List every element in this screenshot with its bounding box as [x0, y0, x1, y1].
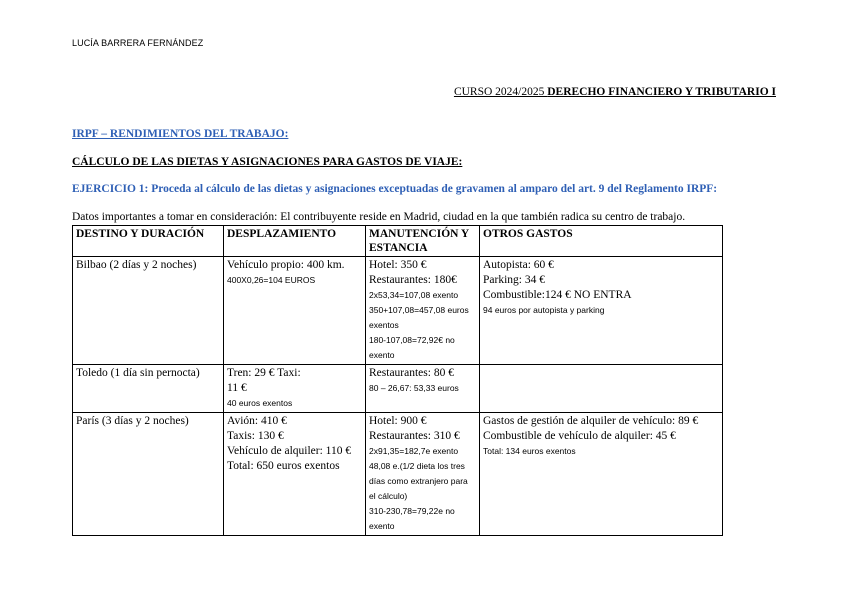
cell-desplazamiento: [224, 257, 366, 365]
course-header: [454, 86, 776, 98]
cell-manutencion-line: Restaurantes: 310 €: [369, 430, 460, 442]
cell-otros: [480, 365, 723, 413]
cell-desplazamiento-line: Vehículo propio: 400 km.: [227, 259, 345, 271]
cell-desplazamiento-note: 400X0,26=104 EUROS: [227, 275, 316, 285]
cell-desplazamiento-line: Tren: 29 € Taxi:: [227, 367, 301, 379]
table-row: [73, 413, 723, 536]
cell-otros-line: Autopista: 60 €: [483, 259, 554, 271]
cell-desplazamiento-line: Avión: 410 €: [227, 415, 287, 427]
cell-manutencion: [366, 413, 480, 536]
cell-desplazamiento-note: 40 euros exentos: [227, 398, 293, 408]
cell-desplazamiento: [224, 413, 366, 536]
cell-desplazamiento-line: Taxis: 130 €: [227, 430, 284, 442]
author-name: LUCÍA BARRERA FERNÁNDEZ: [72, 38, 204, 48]
heading-calculo: CÁLCULO DE LAS DIETAS Y ASIGNACIONES PARA GASTOS DE VIAJE:: [72, 156, 463, 168]
cell-manutencion-line: Hotel: 350 €: [369, 259, 427, 271]
cell-manutencion: [366, 257, 480, 365]
cell-manutencion-note: 180-107,08=72,92€ no exento: [369, 335, 455, 360]
cell-manutencion-note: 48,08 e.(1/2 dieta los tres días como extranjero para el cálculo): [369, 461, 468, 501]
cell-desplazamiento-line: 11 €: [227, 382, 247, 394]
table-row: [73, 365, 723, 413]
table-header-row: [73, 226, 723, 257]
course-subject: DERECHO FINANCIERO Y TRIBUTARIO I: [547, 86, 776, 98]
course-prefix: CURSO 2024/2025: [453, 86, 548, 98]
cell-otros-note: Total: 134 euros exentos: [483, 446, 576, 456]
cell-destino: París (3 días y 2 noches): [73, 413, 224, 536]
cell-destino: Bilbao (2 días y 2 noches): [73, 257, 224, 365]
cell-otros: [480, 413, 723, 536]
table-body: [73, 257, 723, 536]
cell-manutencion-line: Hotel: 900 €: [369, 415, 427, 427]
header-desplazamiento: DESPLAZAMIENTO: [224, 226, 366, 257]
cell-manutencion-note: 350+107,08=457,08 euros exentos: [369, 305, 469, 330]
cell-otros: [480, 257, 723, 365]
header-otros: OTROS GASTOS: [480, 226, 723, 257]
header-manutencion: MANUTENCIÓN Y ESTANCIA: [366, 226, 480, 257]
cell-destino: Toledo (1 día sin pernocta): [73, 365, 224, 413]
table-row: [73, 257, 723, 365]
cell-manutencion-line: Restaurantes: 180€: [369, 274, 457, 286]
cell-otros-line: Gastos de gestión de alquiler de vehículo: 89 €: [483, 415, 699, 427]
cell-manutencion-note: 80 – 26,67: 53,33 euros: [369, 383, 459, 393]
cell-desplazamiento-line: Vehículo de alquiler: 110 €: [227, 445, 352, 457]
cell-otros-line: Combustible:124 € NO ENTRA: [483, 289, 632, 301]
cell-manutencion-line: Restaurantes: 80 €: [369, 367, 454, 379]
expenses-table: [72, 225, 723, 536]
cell-manutencion-note: 2x53,34=107,08 exento: [369, 290, 459, 300]
cell-manutencion: [366, 365, 480, 413]
cell-manutencion-note: 2x91,35=182,7e exento: [369, 446, 459, 456]
intro-text: Datos importantes a tomar en consideración: El contribuyente reside en Madrid, ciudad en la que también radica su centro de trabajo.: [72, 211, 686, 223]
cell-otros-line: Combustible de vehículo de alquiler: 45 €: [483, 430, 676, 442]
cell-desplazamiento: [224, 365, 366, 413]
heading-ejercicio: EJERCICIO 1: Proceda al cálculo de las dietas y asignaciones exceptuadas de gravamen al amparo del art. 9 del Reglamento IRPF:: [72, 183, 718, 195]
cell-desplazamiento-line: Total: 650 euros exentos: [227, 460, 340, 472]
cell-otros-line: Parking: 34 €: [483, 274, 545, 286]
cell-manutencion-note: 310-230,78=79,22e no exento: [369, 506, 455, 531]
header-destino: DESTINO Y DURACIÓN: [73, 226, 224, 257]
cell-otros-note: 94 euros por autopista y parking: [483, 305, 605, 315]
heading-irpf: IRPF – RENDIMIENTOS DEL TRABAJO:: [72, 128, 289, 140]
